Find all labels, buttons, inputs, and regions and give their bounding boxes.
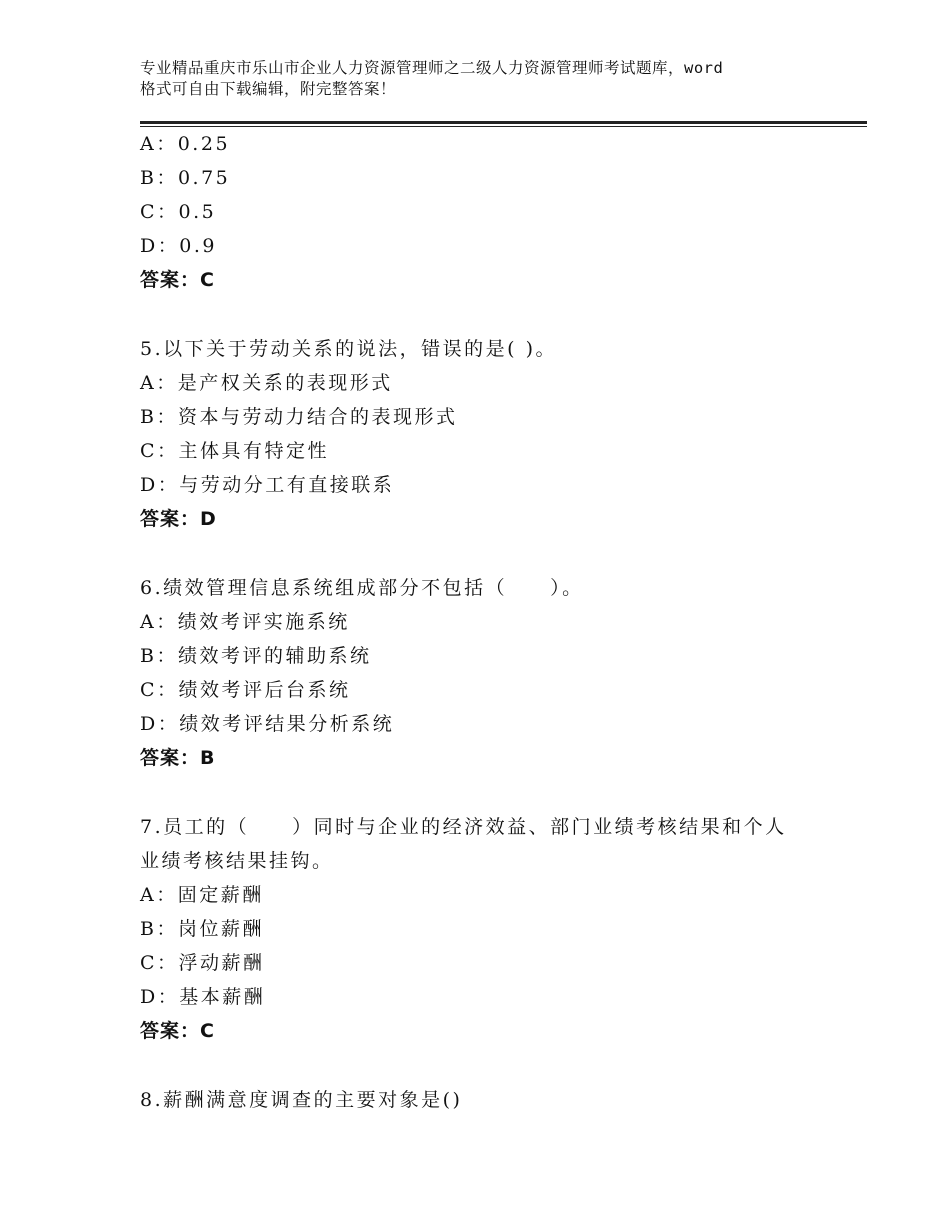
q6-answer: 答案：B bbox=[140, 747, 216, 769]
q7-option-a: A：固定薪酬 bbox=[140, 884, 264, 906]
header-rule-thick bbox=[140, 121, 867, 124]
q6-stem: 6.绩效管理信息系统组成部分不包括（ ）。 bbox=[140, 577, 584, 599]
q5-answer: 答案：D bbox=[140, 508, 217, 530]
q4-answer: 答案：C bbox=[140, 269, 215, 291]
q5-option-b: B：资本与劳动力结合的表现形式 bbox=[140, 406, 458, 428]
q7-stem-line-2: 业绩考核结果挂钩。 bbox=[140, 850, 334, 872]
document-header bbox=[140, 58, 840, 100]
q7-answer: 答案：C bbox=[140, 1020, 215, 1042]
q5-stem: 5.以下关于劳动关系的说法，错误的是( )。 bbox=[140, 338, 557, 360]
q6-option-d: D：绩效考评结果分析系统 bbox=[140, 713, 395, 735]
header-rule-thin bbox=[140, 126, 867, 127]
q5-option-c: C：主体具有特定性 bbox=[140, 440, 330, 462]
q4-option-d: D：0.9 bbox=[140, 235, 217, 257]
q6-option-a: A：绩效考评实施系统 bbox=[140, 611, 350, 633]
q4-option-a: A：0.25 bbox=[140, 133, 231, 155]
q4-option-c: C：0.5 bbox=[140, 201, 217, 223]
q4-option-b: B：0.75 bbox=[140, 167, 231, 189]
q5-option-d: D：与劳动分工有直接联系 bbox=[140, 474, 395, 496]
q7-option-b: B：岗位薪酬 bbox=[140, 918, 264, 940]
q7-stem-line-1: 7.员工的（ ）同时与企业的经济效益、部门业绩考核结果和个人 bbox=[140, 816, 787, 838]
q8-stem: 8.薪酬满意度调查的主要对象是() bbox=[140, 1089, 463, 1111]
header-title-line-1: 专业精品重庆市乐山市企业人力资源管理师之二级人力资源管理师考试题库，word bbox=[140, 59, 724, 77]
q5-option-a: A：是产权关系的表现形式 bbox=[140, 372, 393, 394]
q7-option-c: C：浮动薪酬 bbox=[140, 952, 265, 974]
q7-option-d: D：基本薪酬 bbox=[140, 986, 266, 1008]
q6-option-c: C：绩效考评后台系统 bbox=[140, 679, 351, 701]
header-title-line-2: 格式可自由下载编辑，附完整答案！ bbox=[140, 80, 397, 98]
q6-option-b: B：绩效考评的辅助系统 bbox=[140, 645, 372, 667]
